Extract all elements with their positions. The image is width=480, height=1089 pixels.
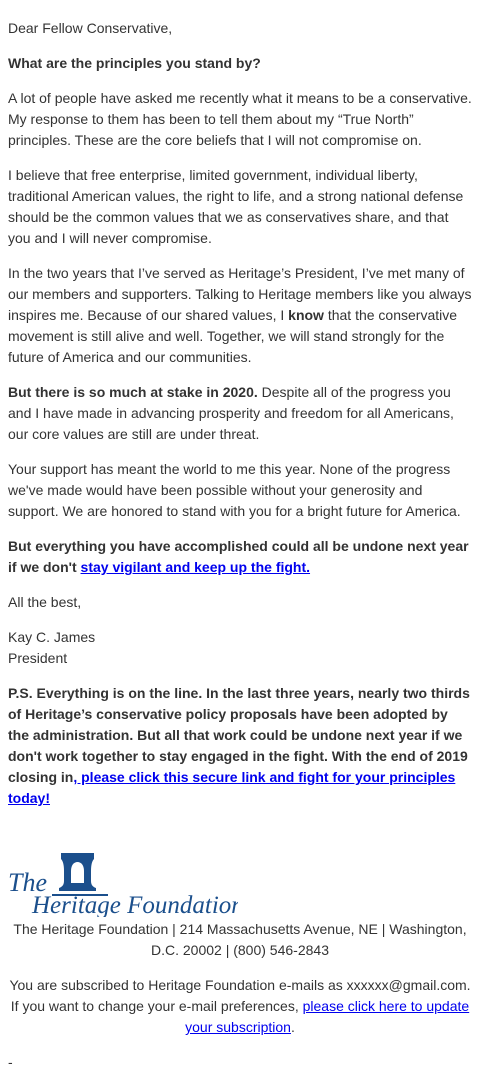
update-subscription-link[interactable]: please click here to update your subscription [185, 998, 470, 1035]
signer-title: President [8, 650, 68, 666]
heritage-logo-graphic [8, 851, 238, 917]
footer-dash: - [8, 1054, 13, 1070]
stay-vigilant-link[interactable]: stay vigilant and keep up the fight. [80, 559, 311, 575]
postscript: P.S. Everything is on the line. In the last three years, nearly two thirds of Heritage’s conservative policy proposals have been adopted by the administration. But all that work could be undone next year if we don't work together to stay engaged in the fight. With the end of 2019 closing in, please click this secure link and fight for your principles today! [8, 685, 470, 806]
secure-donate-link[interactable]: , please click this secure link and fight for your principles today! [8, 769, 456, 806]
signature [8, 627, 472, 669]
footer [8, 919, 472, 1038]
paragraph-6: But everything you have accomplished could all be undone next year if we don't stay vigilant and keep up the fight. [8, 538, 469, 575]
subscription-notice: You are subscribed to Heritage Foundation e-mails as xxxxxx@gmail.com. If you want to change your e-mail preferences, please click here to update your subscription. [9, 977, 471, 1035]
paragraph-2: I believe that free enterprise, limited government, individual liberty, traditional American values, the right to life, and a strong national defense should be the common values that we as conservatives share, and that you and I will never compromise. [8, 167, 464, 246]
salutation: Dear Fellow Conservative, [8, 20, 173, 36]
signer-name: Kay C. James [8, 629, 96, 645]
closing: All the best, [8, 594, 82, 610]
heritage-logo [8, 851, 472, 917]
paragraph-3: In the two years that I’ve served as Heritage’s President, I’ve met many of our members and supporters. Talking to Heritage members like you always inspires me. Because of our shared values, I know that the conservative movement is still alive and well. Together, we will stand strongly for the future of America and our communities. [8, 265, 472, 365]
paragraph-1: A lot of people have asked me recently what it means to be a conservative. My response to them has been to tell them about my “True North” principles. These are the core beliefs that I will not compromise on. [8, 90, 472, 148]
paragraph-4: But there is so much at stake in 2020. Despite all of the progress you and I have made in advancing prosperity and freedom for all Americans, our core values are still are under threat. [8, 384, 454, 442]
principles-question: What are the principles you stand by? [8, 55, 261, 71]
logo-the-text: The [8, 868, 47, 897]
paragraph-5: Your support has meant the world to me this year. None of the progress we've made would have been possible without your generosity and support. We are honored to stand with you for a bright future for America. [8, 461, 461, 519]
footer-address: The Heritage Foundation | 214 Massachusetts Avenue, NE | Washington, D.C. 20002 | (800) 546-2843 [13, 921, 467, 958]
logo-heritage-text: Heritage Foundation [32, 892, 238, 917]
